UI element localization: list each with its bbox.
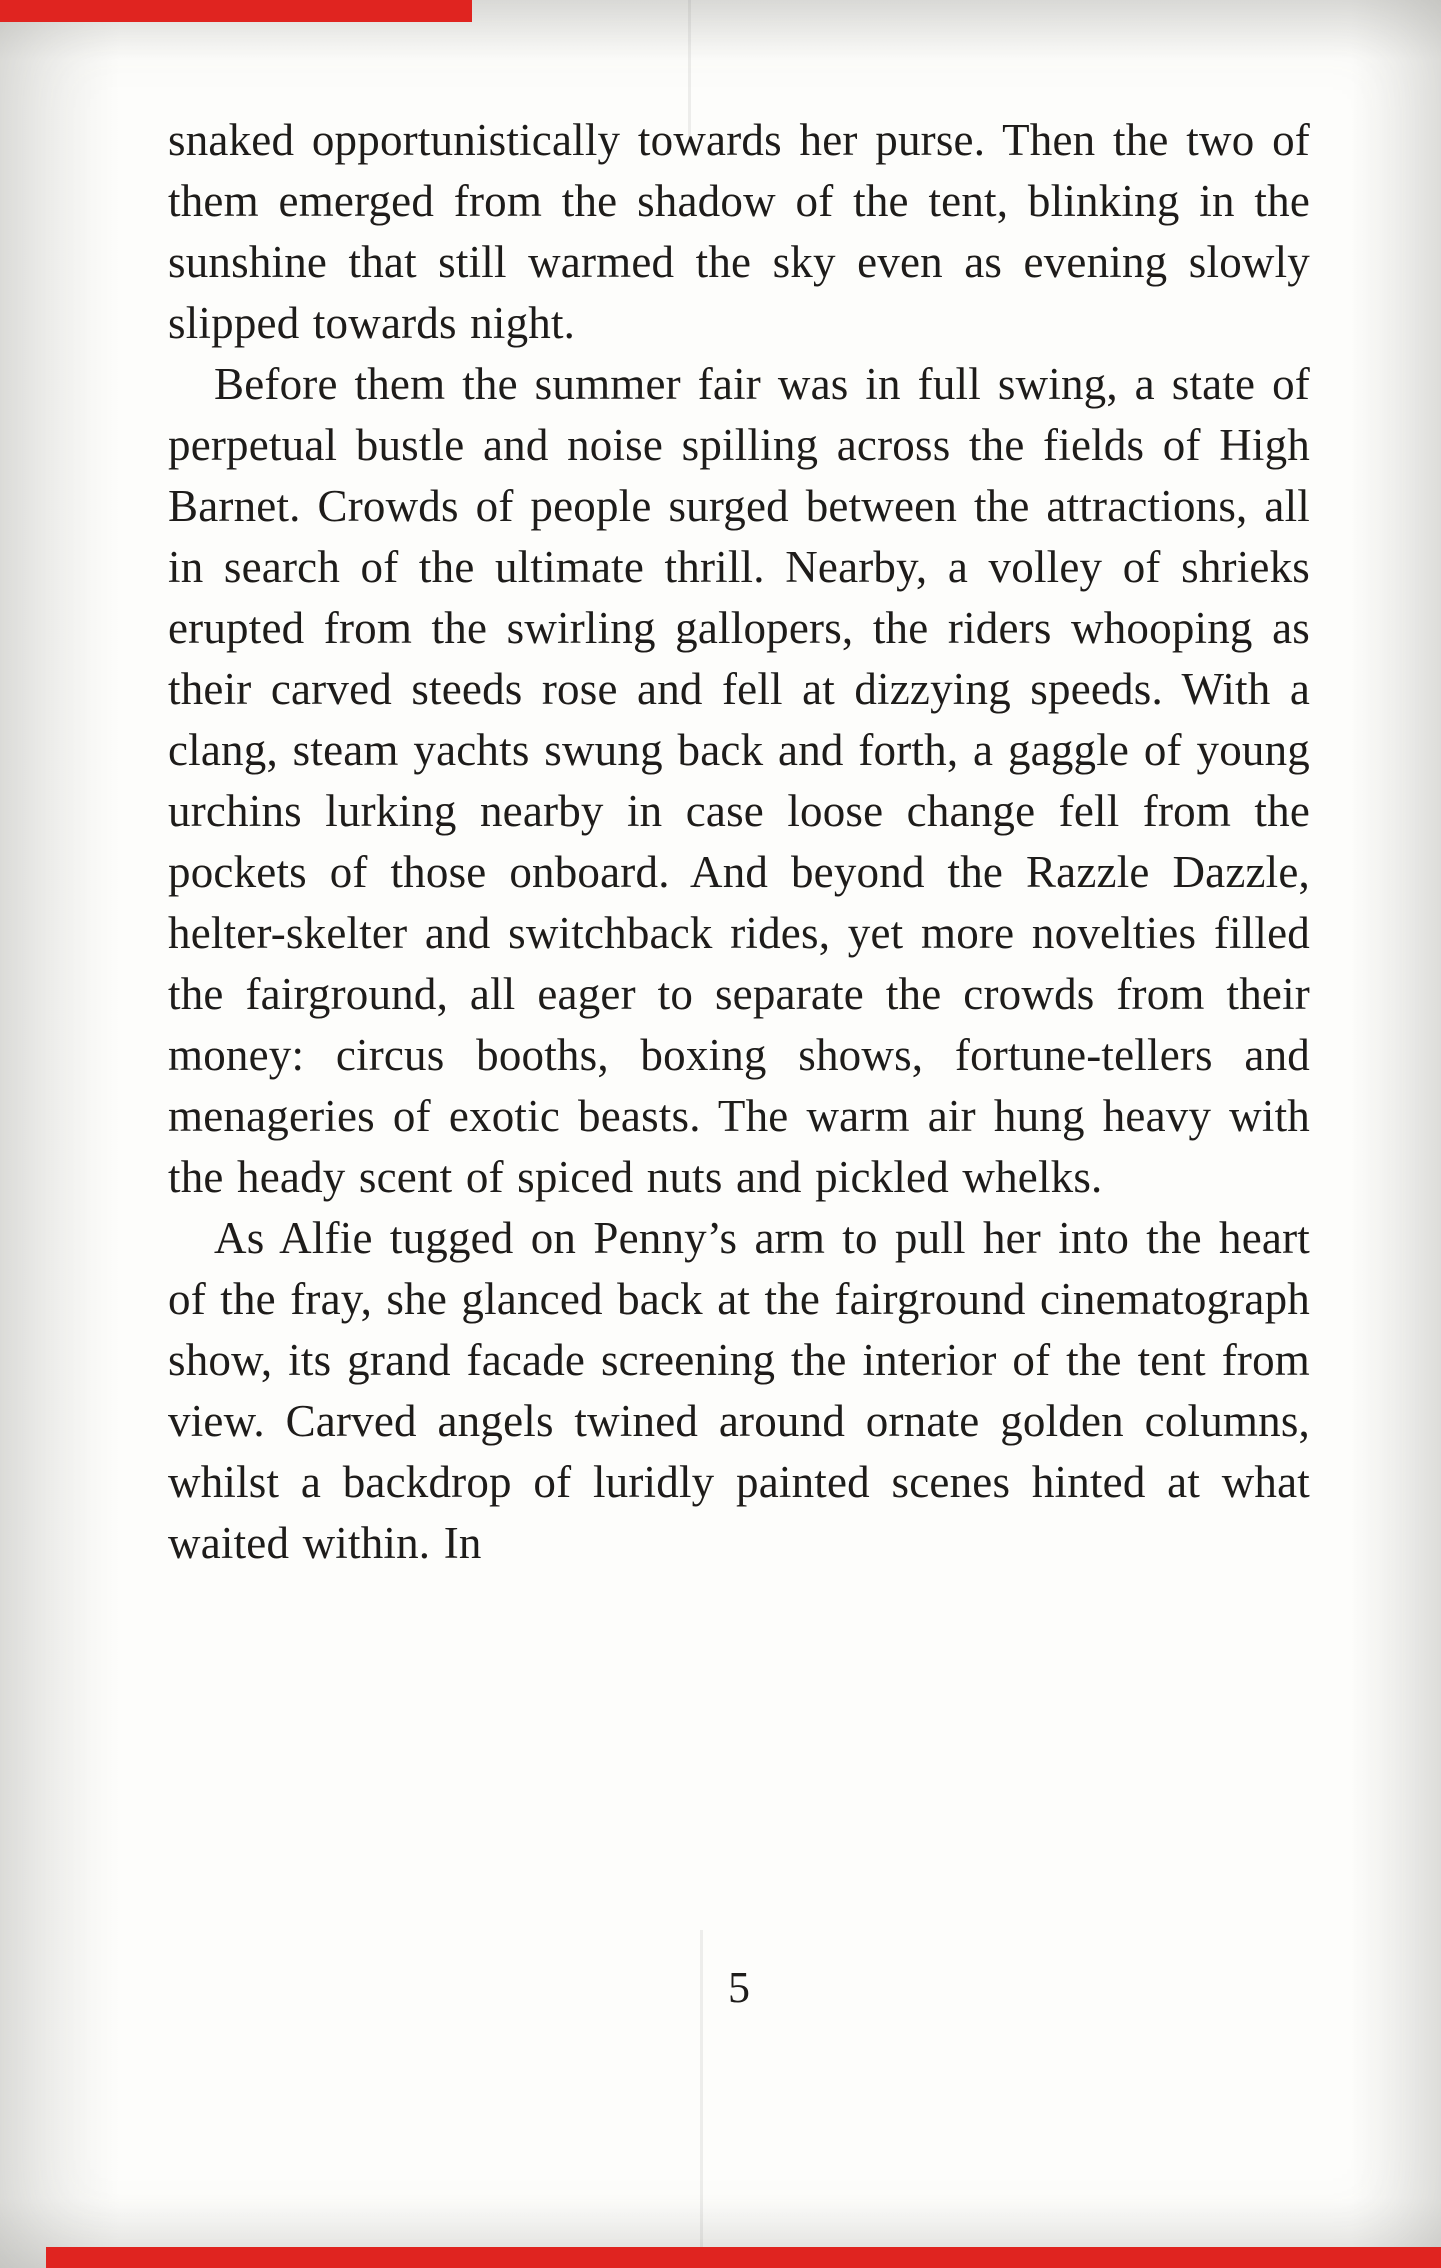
page-text-block (168, 110, 1310, 1574)
scan-edge-shading-right (1351, 0, 1441, 2268)
paragraph: Before them the summer fair was in full swing, a state of perpetual bustle and noise spilling across the fields of High Barnet. Crowds of people surged between the attractions, all in search of the ultimate thrill. Nearby, a volley of shrieks erupted from the swirling gallopers, the riders whooping as their carved steeds rose and fell at dizzying speeds. With a clang, steam yachts swung back and forth, a gaggle of young urchins lurking nearby in case loose change fell from the pockets of those onboard. And beyond the Razzle Dazzle, helter-skelter and switchback rides, yet more novelties filled the fairground, all eager to separate the crowds from their money: circus booths, boxing shows, fortune-tellers and menageries of exotic beasts. The warm air hung heavy with the heady scent of spiced nuts and pickled whelks. (168, 359, 1310, 1202)
paragraph: As Alfie tugged on Penny’s arm to pull her into the heart of the fray, she glanced back at the fairground cinematograph show, its grand facade screening the interior of the tent from view. Carved angels twined around ornate golden columns, whilst a backdrop of luridly painted scenes hinted at what waited within. In (168, 1213, 1310, 1568)
scan-artifact-red-strip-bottom (46, 2247, 1441, 2268)
page-number: 5 (728, 1963, 750, 2012)
paragraph-continuation: snaked opportunistically towards her purse. Then the two of them emerged from the shadow of the tent, blinking in the sunshine that still warmed the sky even as evening slowly slipped towards night. (168, 115, 1310, 348)
scan-artifact-red-strip-top (0, 0, 472, 22)
scan-edge-shading-left (0, 0, 120, 2268)
